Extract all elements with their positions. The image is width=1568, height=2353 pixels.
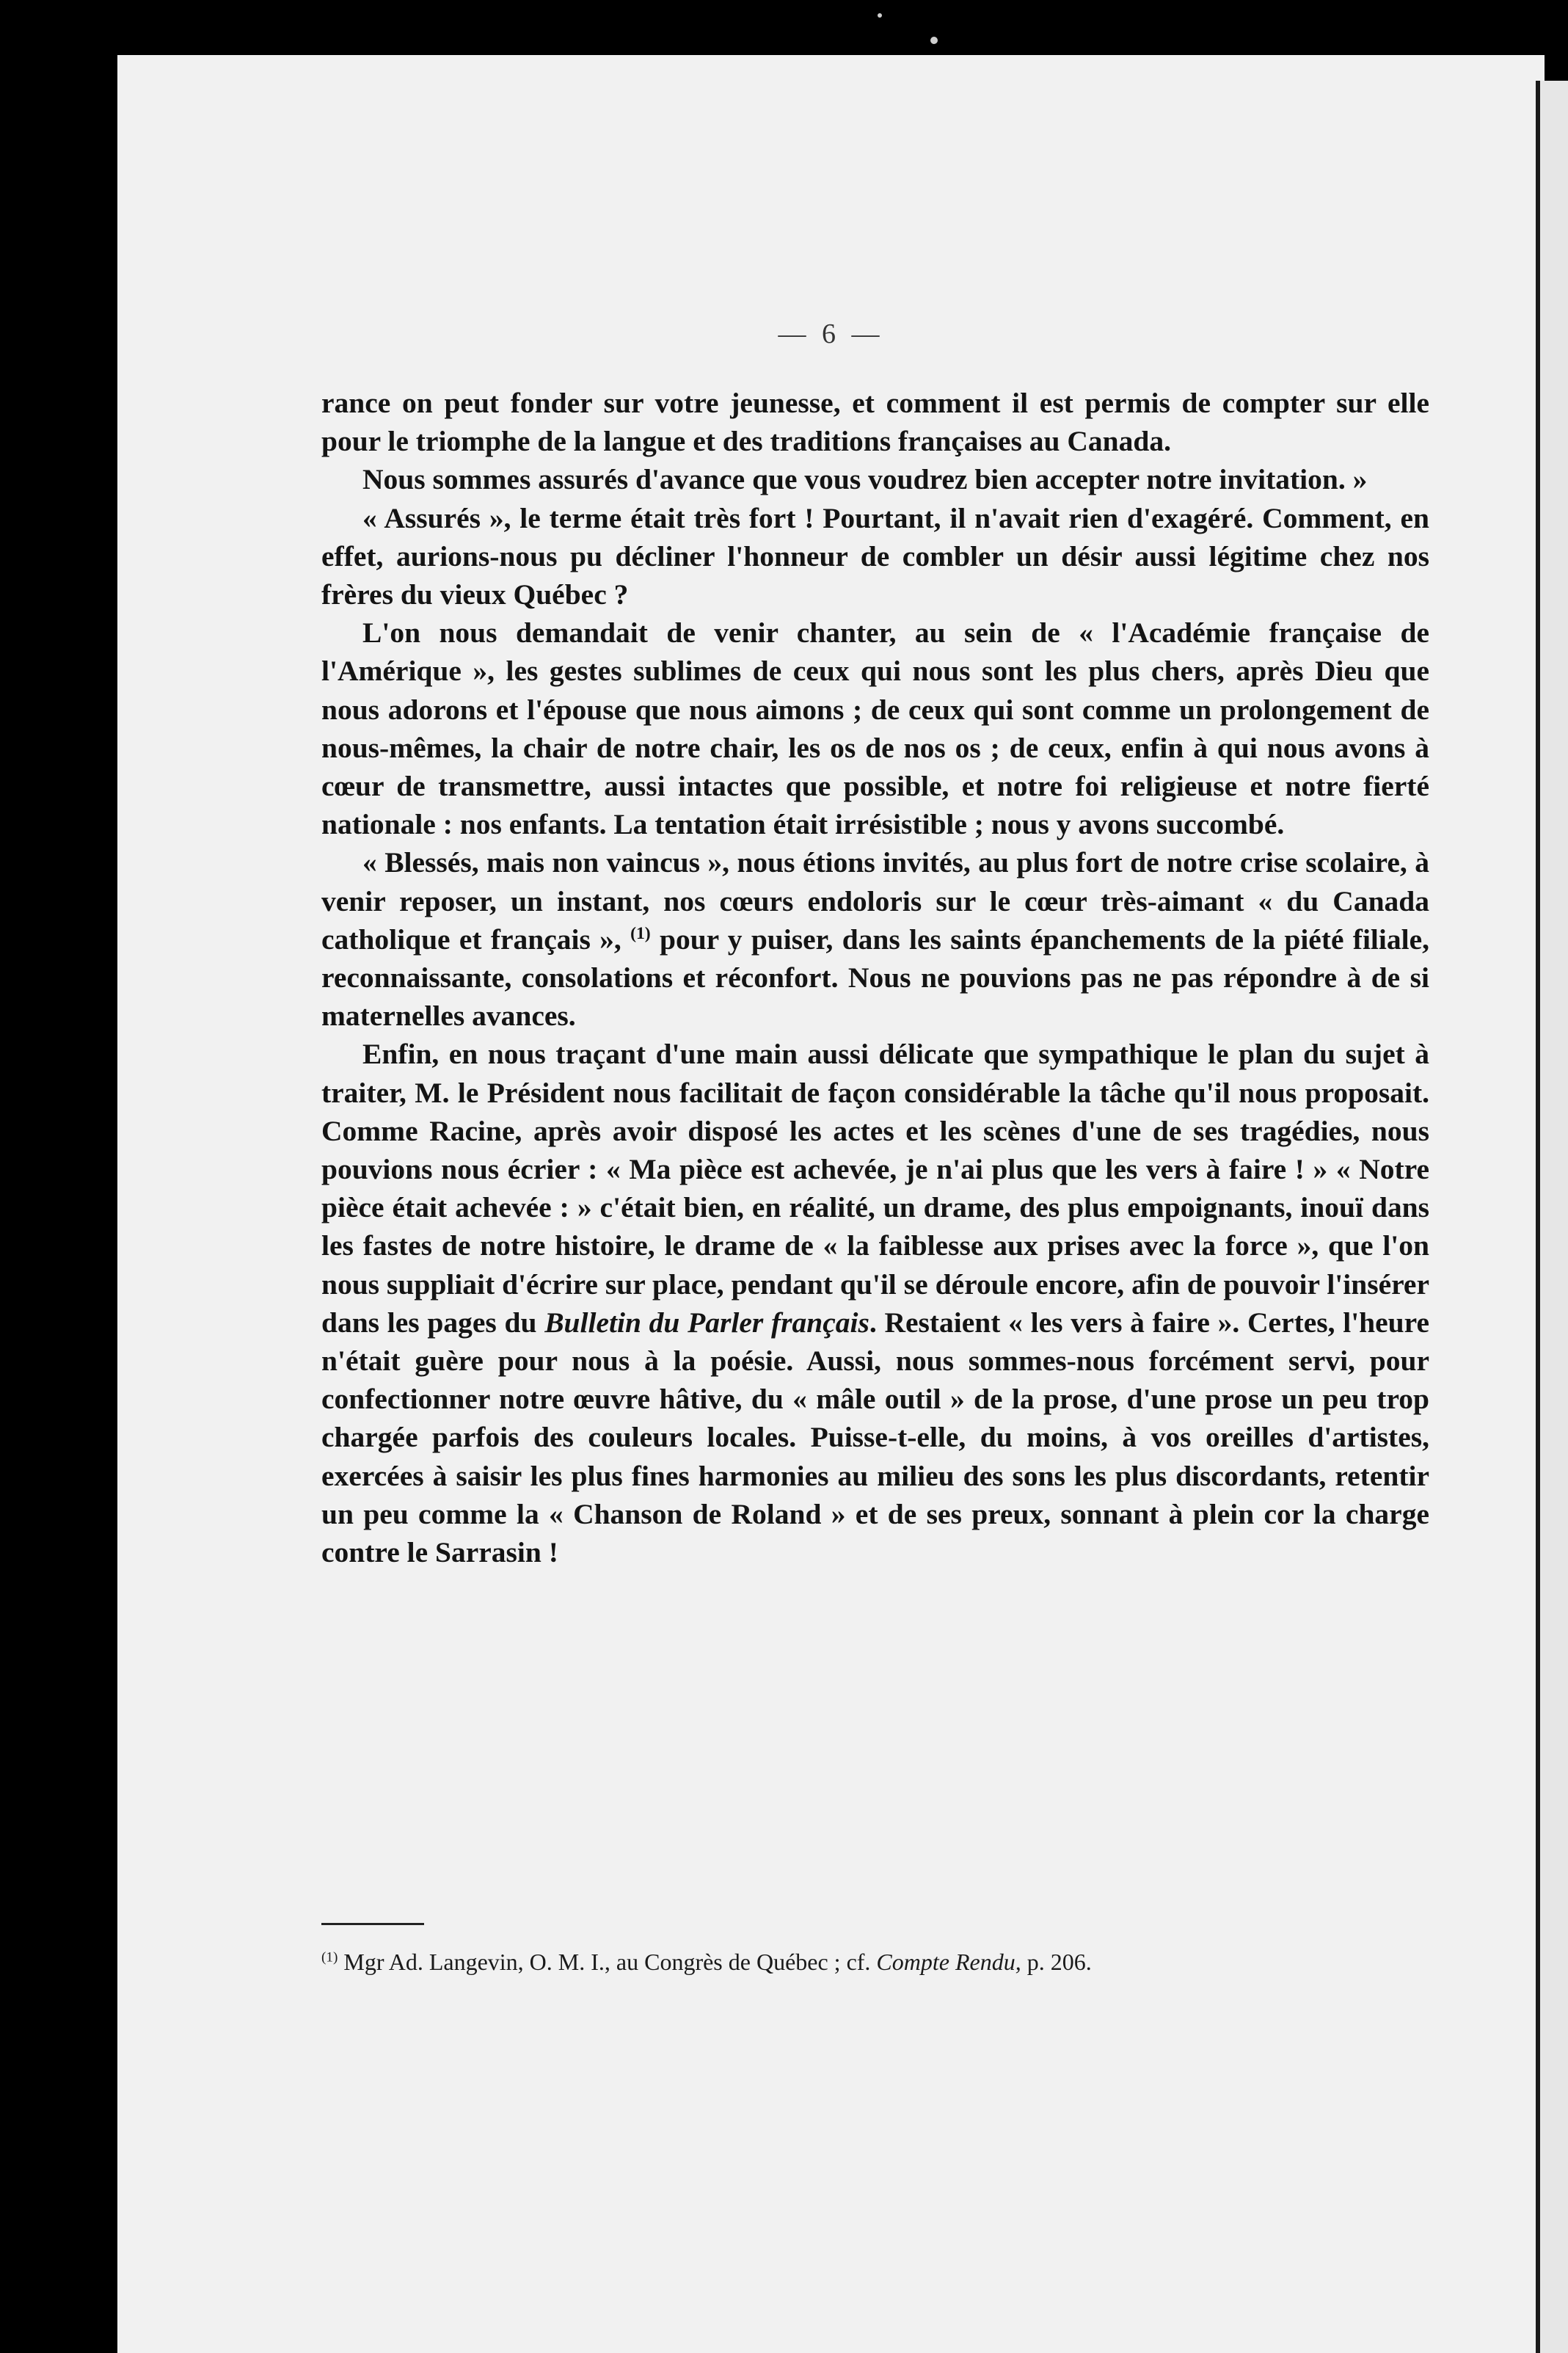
- adjacent-page-edge: [1536, 81, 1568, 2353]
- bulletin-title: Bulletin du Parler français: [544, 1306, 869, 1339]
- footnote-italic: Compte Rendu,: [876, 1949, 1021, 1975]
- paragraph-invitation-close: Nous sommes assurés d'avance que vous voudrez bien accepter notre invitation. »: [362, 463, 1368, 496]
- footnote-reference: (1): [630, 923, 651, 943]
- paragraph-enfin-text: Enfin, en nous traçant d'une main aussi délicate que sympathique le plan du sujet à traiter, M. le Président nous facilitait de façon considérable la tâche qu'il nous proposait. Comme Racine, après avoir disposé les actes et les scènes d'une de ses tragédies, nous pouvions nous écrier : « Ma pièce est achevée, je n'ai plus que les vers à faire ! » « Notre pièce était achevée : » c'était bien, en réalité, un drame, des plus empoignants, inouï dans les fastes de notre histoire, le drame de « la faiblesse aux prises avec la force », que l'on nous suppliait d'écrire sur place, pendant qu'il se déroule encore, afin de pouvoir l'insérer dans les pages du: [321, 1038, 1429, 1339]
- footnote-divider: [321, 1923, 424, 1925]
- footnote: [321, 1945, 1429, 1979]
- scanned-page: [117, 55, 1545, 2353]
- paragraph-academie: L'on nous demandait de venir chanter, au sein de « l'Académie française de l'Amérique », les gestes sublimes de ceux qui nous sont les plus chers, après Dieu que nous adorons et l'épouse que nous aimons ; de ceux qui sont comme un prolongement de nous-mêmes, la chair de notre chair, les os de nos os ; de ceux, enfin à qui nous avons à cœur de transmettre, aussi intactes que possible, et notre foi religieuse et notre fierté nationale : nos enfants. La tentation était irrésistible ; nous y avons succombé.: [321, 617, 1429, 841]
- body-text: [321, 384, 1429, 1571]
- paragraph-enfin-tail: . Restaient « les vers à faire ». Certes, l'heure n'était guère pour nous à la poésie. Aussi, nous sommes-nous forcément servi, pour confectionner notre œuvre hâtive, du « mâle outil » de la prose, d'une prose un peu trop chargée parfois des couleurs locales. Puisse-t-elle, du moins, à vos oreilles d'artistes, exercées à saisir les plus fines harmonies au milieu des sons les plus discordants, retentir un peu comme la « Chanson de Roland » et de ses preux, sonnant à plein cor la charge contre le Sarrasin !: [321, 1306, 1430, 1569]
- footnote-text: Mgr Ad. Langevin, O. M. I., au Congrès de Québec ; cf.: [343, 1949, 871, 1975]
- paragraph-blesses: [321, 843, 1429, 1035]
- paragraph-assures: « Assurés », le terme était très fort ! Pourtant, il n'avait rien d'exagéré. Comment, en effet, aurions-nous pu décliner l'honneur de combler un désir aussi légitime chez nos frères du vieux Québec ?: [321, 501, 1429, 611]
- scan-speck: [878, 13, 882, 18]
- scan-speck: [930, 37, 938, 44]
- paragraph-blesses-text: « Blessés, mais non vaincus », nous étions invités, au plus fort de notre crise scolaire, à venir reposer, un instant, nos cœurs endoloris sur le cœur très-aimant « du Canada catholique et français »,: [321, 846, 1429, 956]
- footnote-tail: p. 206.: [1027, 1949, 1092, 1975]
- paragraph-blesses-tail: pour y puiser, dans les saints épanchements de la piété filiale, reconnaissante, consolations et réconfort. Nous ne pouvions pas ne pas répondre à de si maternelles avances.: [321, 923, 1430, 1033]
- paragraph-continuation: rance on peut fonder sur votre jeunesse, et comment il est permis de compter sur elle pour le triomphe de la langue et des traditions françaises au Canada.: [321, 387, 1429, 458]
- paragraph-enfin: [321, 1035, 1429, 1571]
- footnote-marker: (1): [321, 1949, 338, 1965]
- page-number: — 6 —: [778, 319, 884, 349]
